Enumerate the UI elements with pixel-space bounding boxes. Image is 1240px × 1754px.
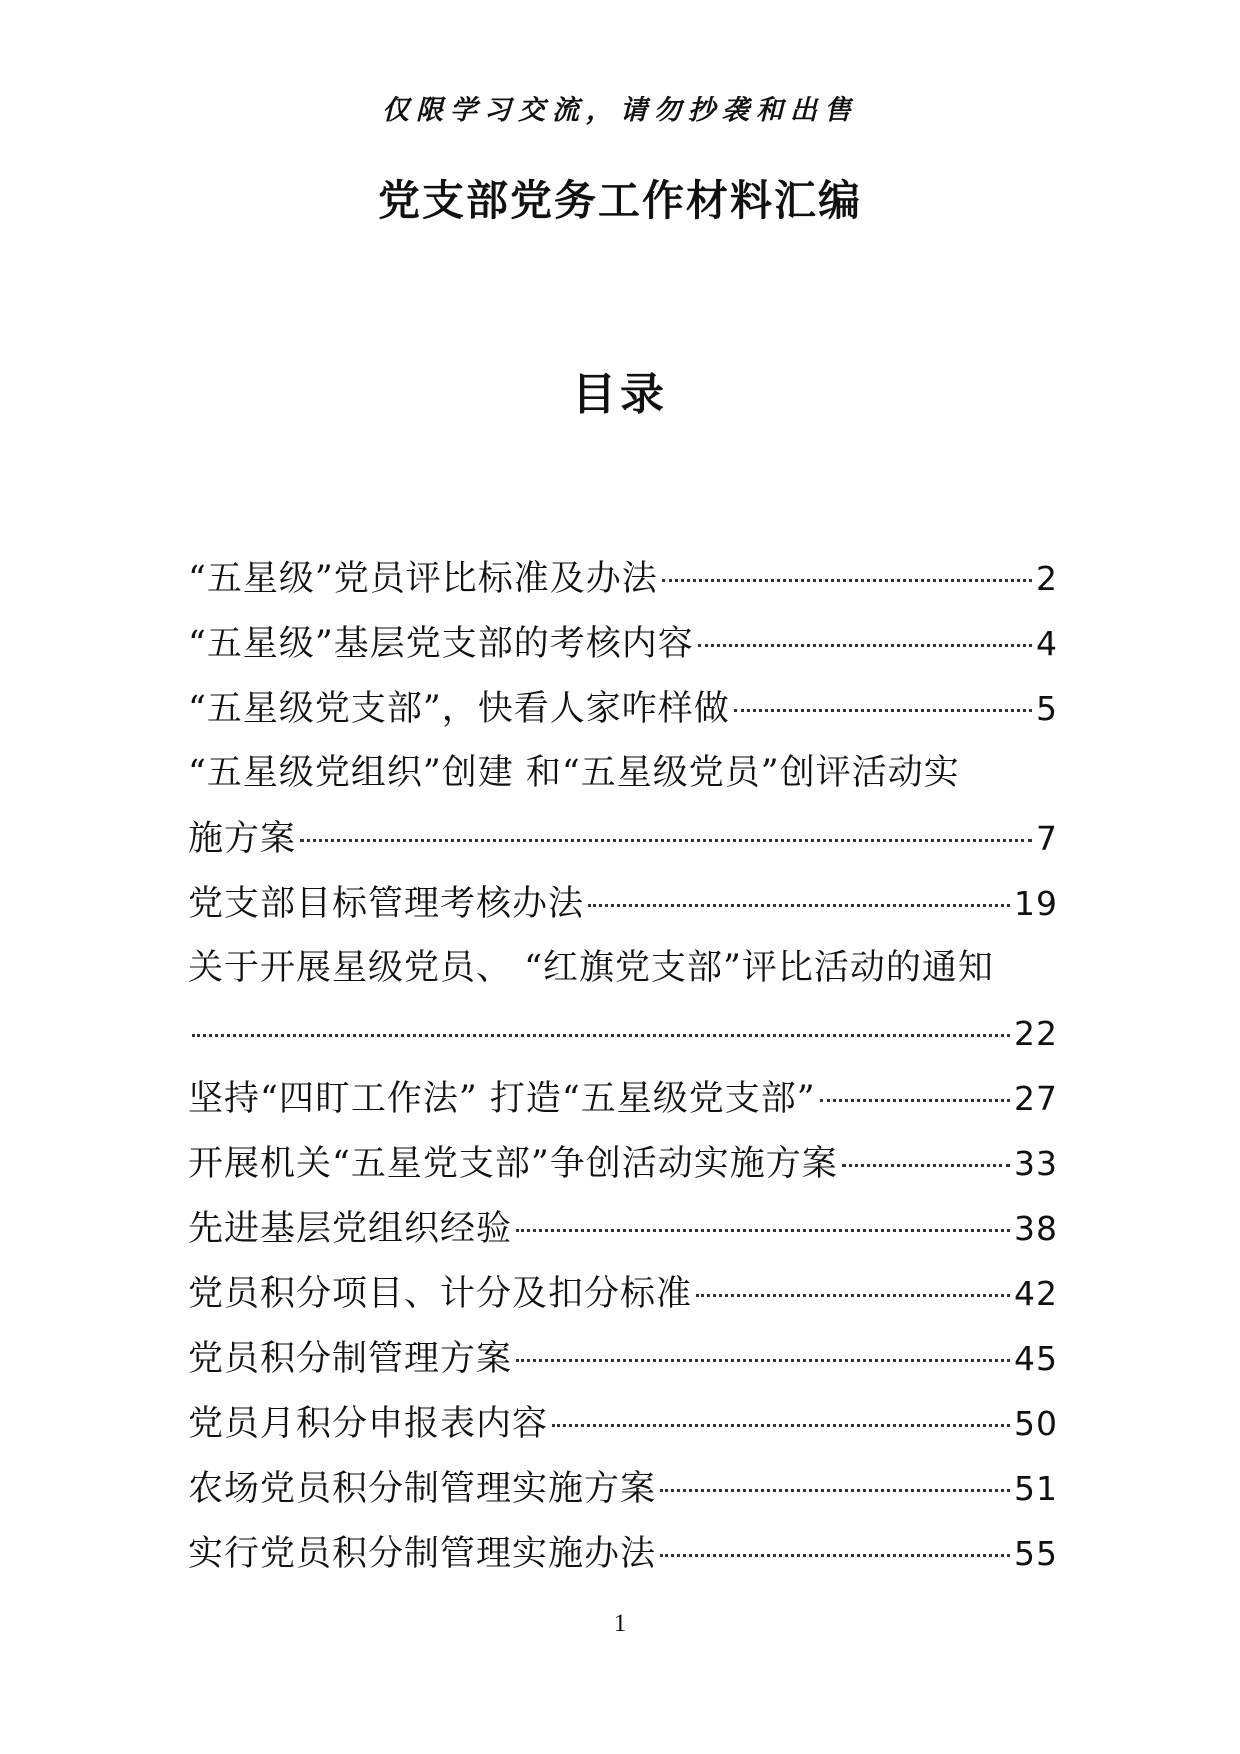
toc-entry[interactable] [188,1001,1058,1066]
toc-entry-title: 党员月积分申报表内容 [188,1404,549,1444]
toc-entry-page: 19 [1014,884,1058,923]
toc-entry[interactable] [188,676,1058,741]
toc-entry-page: 55 [1014,1534,1058,1573]
toc-entry-title: 坚持“四盯工作法” 打造“五星级党支部” [188,1079,816,1119]
toc-entry[interactable] [188,1456,1058,1521]
toc-entry-title: 农场党员积分制管理实施方案 [188,1469,657,1509]
toc-entry-page: 33 [1014,1144,1058,1183]
toc-entry-page: 7 [1036,819,1058,858]
toc-entry[interactable] [188,871,1058,936]
toc-entry-title: “五星级党支部”，快看人家咋样做 [188,689,730,729]
toc-entry-title-line1[interactable]: 关于开展星级党员、 “红旗党支部”评比活动的通知 [188,948,994,988]
toc-entry-title: 开展机关“五星党支部”争创活动实施方案 [188,1144,838,1184]
toc-entry-title: 党支部目标管理考核办法 [188,884,585,924]
toc-entry[interactable] [188,546,1058,611]
toc-entry-title: 党员积分制管理方案 [188,1339,513,1379]
toc-leader-dots [842,1164,1010,1167]
toc-entry-title: 施方案 [188,819,297,859]
toc-entry[interactable] [188,806,1058,871]
toc-entry-title: “五星级”党员评比标准及办法 [188,559,658,599]
toc-leader-dots [662,579,1032,582]
toc-entry-title: 党员积分项目、计分及扣分标准 [188,1274,693,1314]
toc-entry-page: 4 [1036,624,1058,663]
toc-leader-dots [516,1359,1010,1362]
toc-leader-dots [660,1554,1010,1557]
toc-entry-title: “五星级”基层党支部的考核内容 [188,624,694,664]
toc-leader-dots [698,644,1032,647]
toc-entry-page: 51 [1014,1469,1058,1508]
toc-entry[interactable] [188,1521,1058,1586]
document-title: 党支部党务工作材料汇编 [377,176,862,225]
toc-entry[interactable] [188,611,1058,676]
toc-leader-dots [660,1489,1010,1492]
toc-entry[interactable] [188,1326,1058,1391]
toc-leader-dots [516,1229,1010,1232]
toc-entry[interactable] [188,1131,1058,1196]
toc-entry[interactable] [188,1261,1058,1326]
toc-leader-dots [820,1099,1010,1102]
toc-heading: 目录 [572,369,668,420]
toc-entry-title: 实行党员积分制管理实施办法 [188,1534,657,1574]
toc-entry-page: 27 [1014,1079,1058,1118]
toc-leader-dots [192,1034,1010,1037]
toc-entry-page: 45 [1014,1339,1058,1378]
toc-leader-dots [300,839,1032,842]
toc-entry-page: 22 [1014,1014,1058,1053]
toc-leader-dots [696,1294,1010,1297]
toc-entry[interactable] [188,1391,1058,1456]
toc-entry[interactable] [188,1066,1058,1131]
toc-entry-page: 2 [1036,559,1058,598]
toc-leader-dots [734,709,1032,712]
table-of-contents [188,546,1058,1586]
toc-entry-page: 42 [1014,1274,1058,1313]
toc-entry-page: 38 [1014,1209,1058,1248]
toc-entry-title-line1[interactable]: “五星级党组织”创建 和“五星级党员”创评活动实 [188,753,960,793]
toc-leader-dots [588,904,1010,907]
toc-entry-page: 5 [1036,689,1058,728]
header-note: 仅限学习交流，请勿抄袭和出售 [382,95,858,126]
toc-leader-dots [552,1424,1010,1427]
toc-entry[interactable] [188,1196,1058,1261]
toc-entry-title: 先进基层党组织经验 [188,1209,513,1249]
toc-entry-page: 50 [1014,1404,1058,1443]
page-number: 1 [613,1610,627,1637]
